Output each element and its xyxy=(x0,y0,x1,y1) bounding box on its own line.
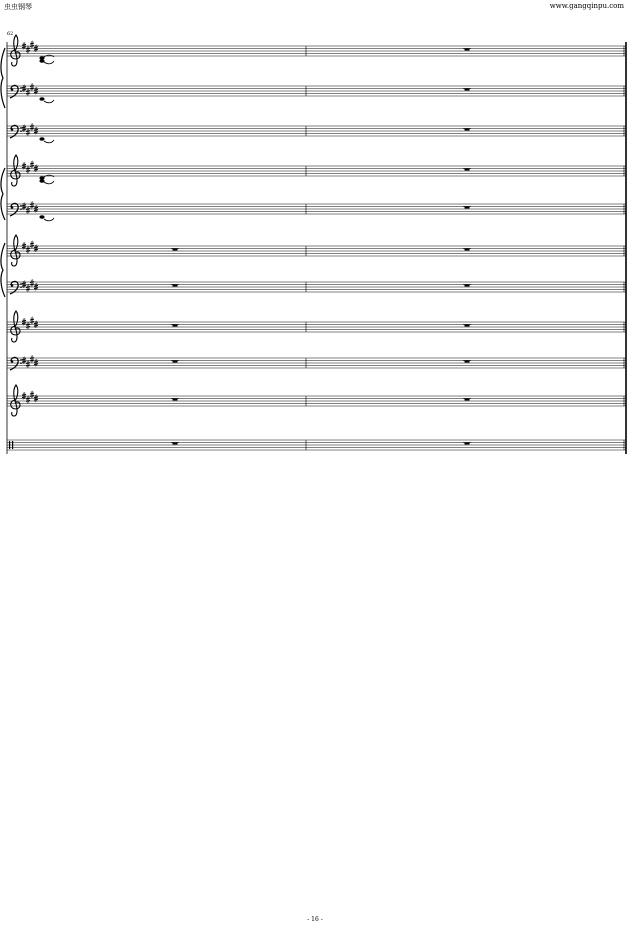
whole-rest-icon xyxy=(171,285,179,287)
treble-clef-icon xyxy=(11,155,20,186)
sharp-icon xyxy=(30,41,34,49)
percussion-clef-icon xyxy=(9,441,10,449)
brace-piano-2 xyxy=(1,168,5,220)
sharp-icon xyxy=(30,241,34,249)
staff-1 xyxy=(7,46,626,56)
staff-6 xyxy=(7,246,626,256)
staff-2 xyxy=(7,86,626,96)
sharp-icon xyxy=(30,355,34,363)
treble-clef-icon xyxy=(11,35,20,66)
staff-11 xyxy=(7,440,626,450)
whole-rest-icon xyxy=(171,249,179,251)
sharp-icon xyxy=(30,83,34,91)
sharp-icon xyxy=(30,317,34,325)
tied-note xyxy=(39,215,54,221)
whole-rest-icon xyxy=(463,249,471,251)
clefs-and-keys xyxy=(9,35,38,449)
sharp-icon xyxy=(26,166,30,174)
header-website: www.gangqinpu.com xyxy=(549,2,624,10)
staff-3 xyxy=(7,126,626,136)
sharp-icon xyxy=(26,396,30,404)
sharp-icon xyxy=(26,128,30,136)
staff-10 xyxy=(7,396,626,406)
sharp-icon xyxy=(26,284,30,292)
whole-rest-icon xyxy=(463,207,471,209)
sharp-icon xyxy=(30,123,34,131)
staff-lines xyxy=(7,46,626,450)
staff-9 xyxy=(7,358,626,368)
sharp-icon xyxy=(26,246,30,254)
sharp-icon xyxy=(26,88,30,96)
whole-rest-icon xyxy=(171,361,179,363)
sharp-icon xyxy=(30,279,34,287)
tied-note xyxy=(39,137,54,143)
whole-rest-icon xyxy=(171,399,179,401)
brace-piano-1 xyxy=(1,48,5,108)
staff-5 xyxy=(7,204,626,214)
whole-rest-icon xyxy=(463,325,471,327)
tied-chord-note xyxy=(39,175,54,184)
sharp-icon xyxy=(30,391,34,399)
tied-chord-note xyxy=(39,55,54,64)
whole-rest-icon xyxy=(463,169,471,171)
staff-4 xyxy=(7,166,626,176)
whole-rest-icon xyxy=(463,49,471,51)
treble-clef-icon xyxy=(11,235,20,266)
staff-8 xyxy=(7,322,626,332)
sharp-icon xyxy=(26,206,30,214)
whole-rest-icon xyxy=(171,443,179,445)
staff-7 xyxy=(7,282,626,292)
sharp-icon xyxy=(26,360,30,368)
sharp-icon xyxy=(26,46,30,54)
whole-rest-icon xyxy=(463,361,471,363)
treble-clef-icon xyxy=(11,385,20,416)
brace-piano-3 xyxy=(1,243,5,297)
sharp-icon xyxy=(30,161,34,169)
whole-rest-icon xyxy=(463,443,471,445)
tied-note xyxy=(39,97,54,103)
whole-rest-icon xyxy=(463,89,471,91)
whole-rest-icon xyxy=(463,285,471,287)
page-number: - 16 - xyxy=(307,916,323,923)
treble-clef-icon xyxy=(11,311,20,342)
header-left-title: 虫虫钢琴 xyxy=(4,3,32,11)
whole-rest-icon xyxy=(171,325,179,327)
sharp-icon xyxy=(26,322,30,330)
measure-content xyxy=(39,49,471,445)
measure-number: 62 xyxy=(7,31,14,37)
whole-rest-icon xyxy=(463,129,471,131)
whole-rest-icon xyxy=(463,399,471,401)
sharp-icon xyxy=(30,201,34,209)
